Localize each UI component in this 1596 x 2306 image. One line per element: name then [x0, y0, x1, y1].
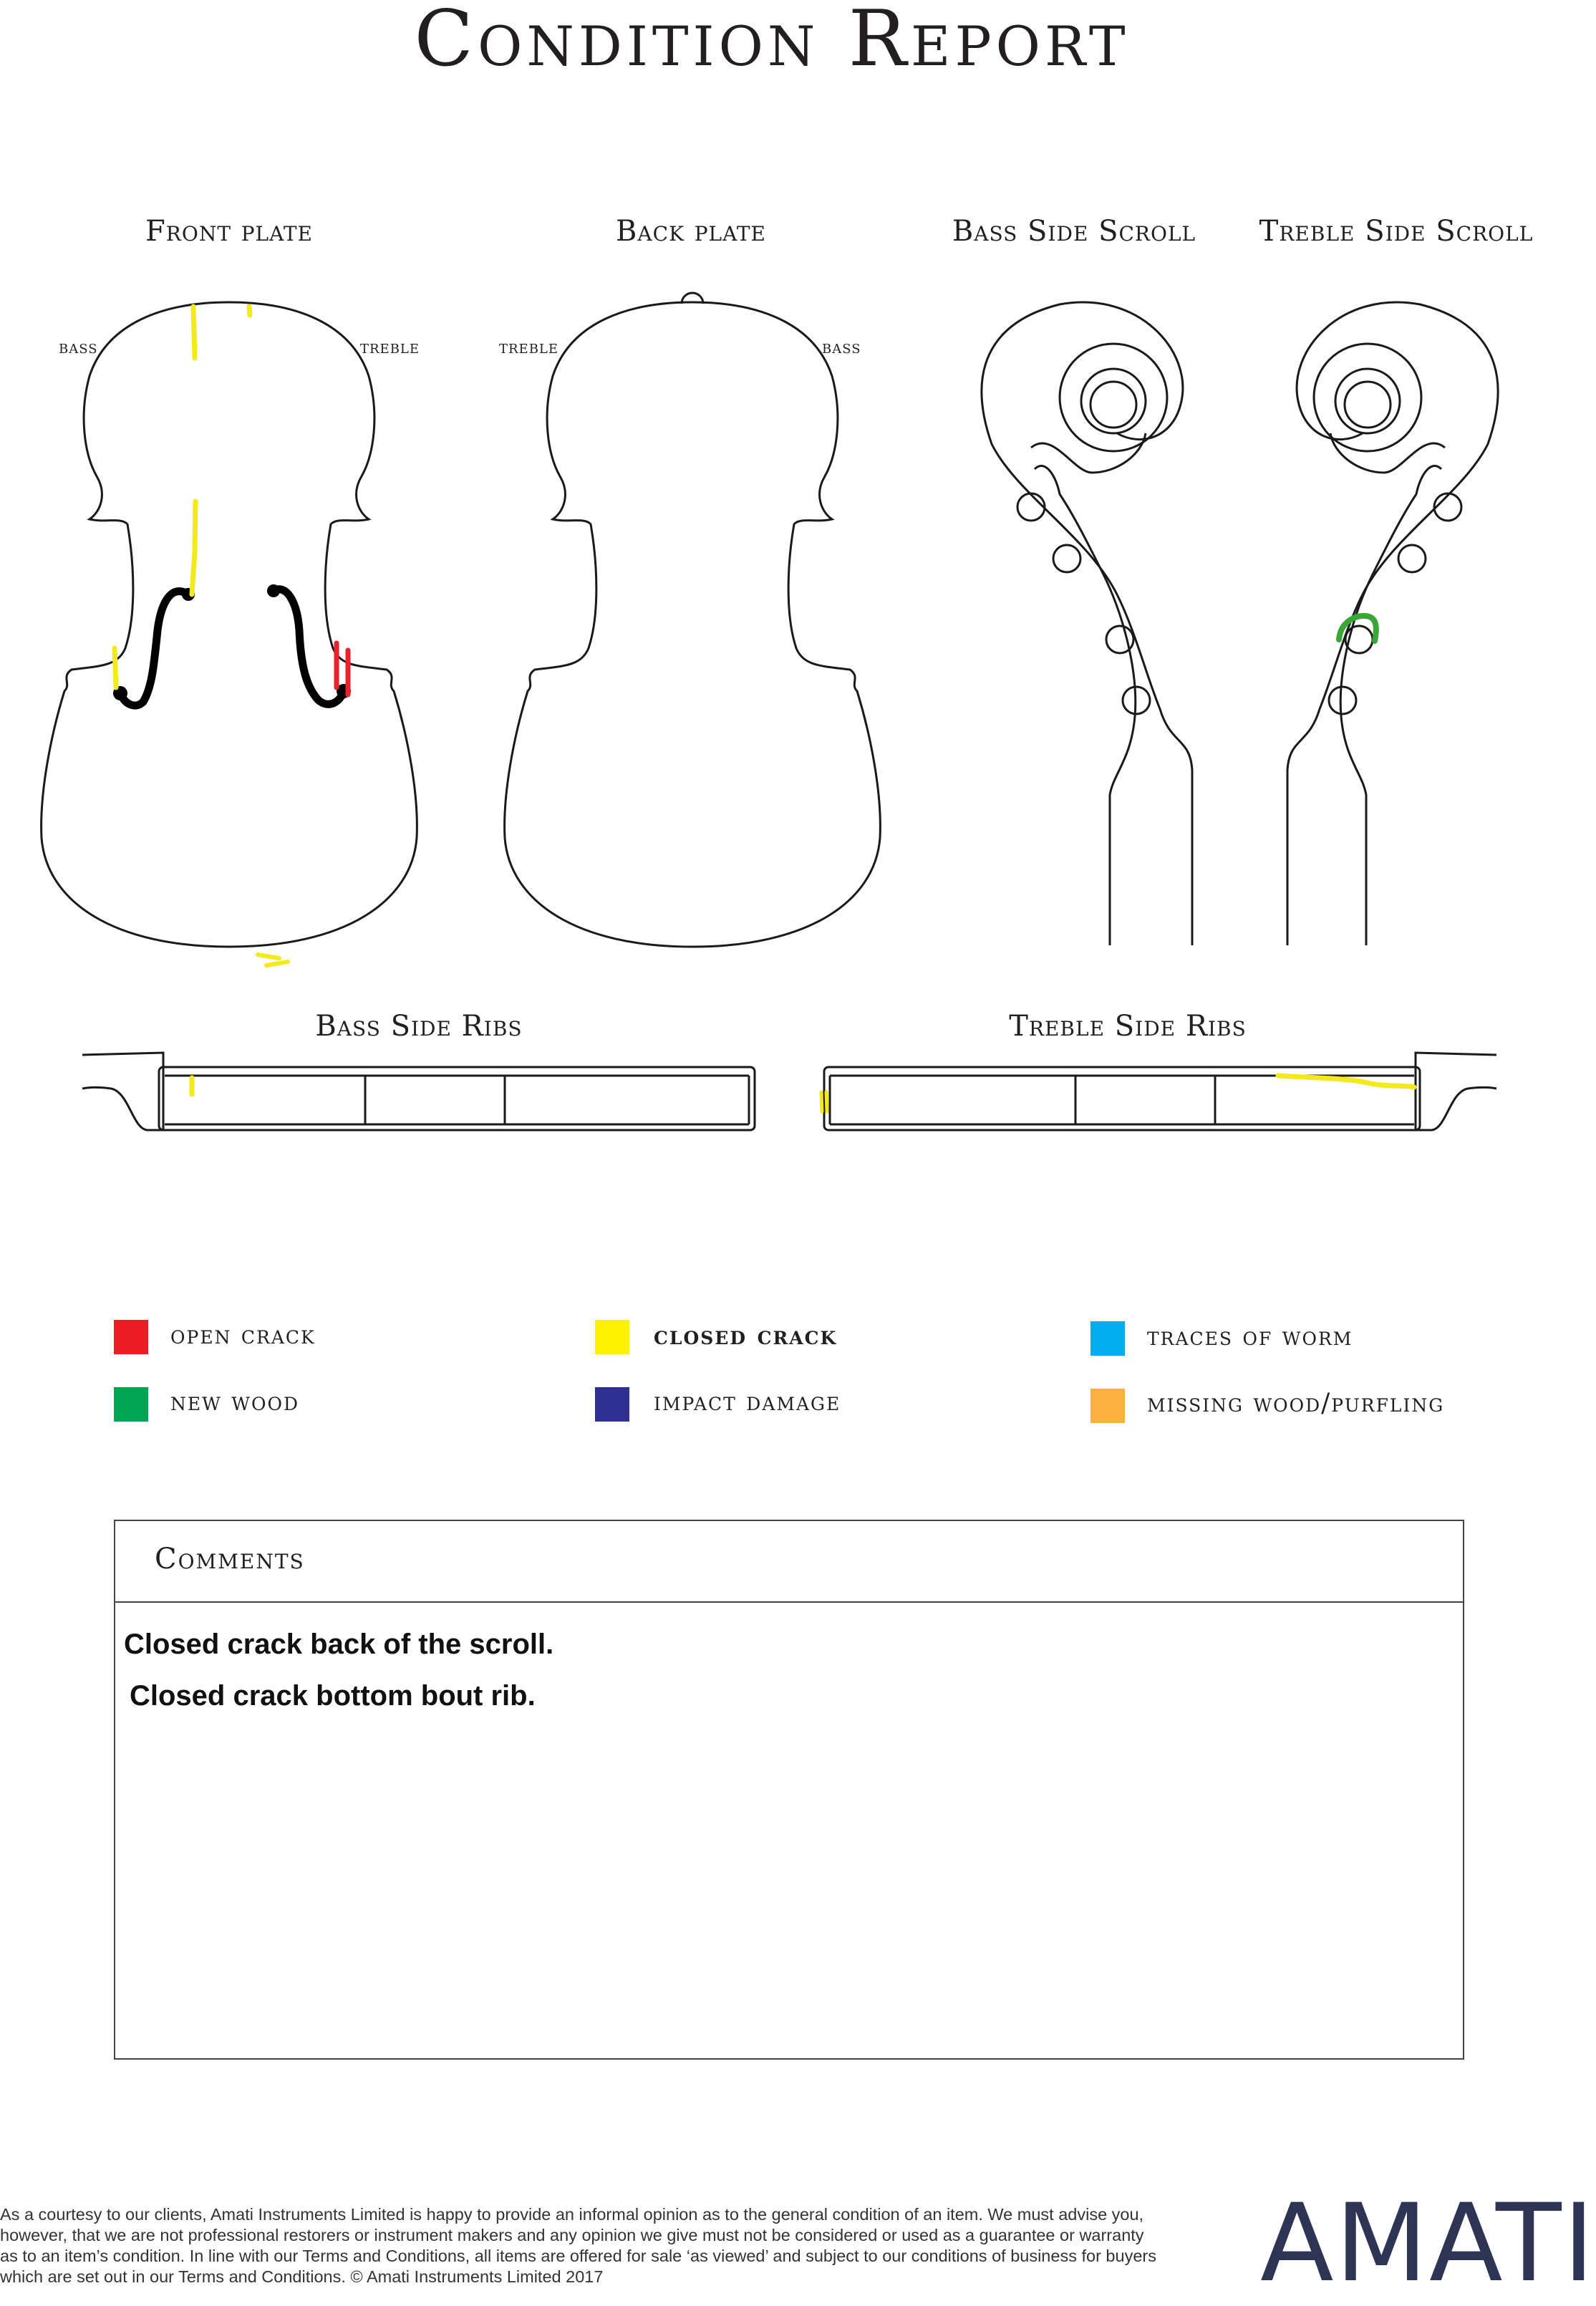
page-title: Condition Report: [414, 0, 1130, 84]
front-bass-label: bass: [59, 337, 98, 357]
closed-crack-mark: [249, 307, 250, 315]
legend-swatch-open-crack: [114, 1320, 148, 1354]
back-bass-label: bass: [822, 337, 861, 357]
damage-marks: [115, 307, 1414, 1111]
left-f-hole: [120, 592, 188, 706]
back-plate-outline: [505, 302, 881, 947]
closed-crack-mark: [193, 307, 195, 358]
legend-label-traces-of-worm: traces of worm: [1147, 1322, 1353, 1351]
bass-scroll-drawing: [982, 302, 1192, 945]
legend-swatch-impact-damage: [595, 1387, 629, 1422]
closed-crack-mark: [1278, 1076, 1414, 1087]
legend-label-closed-crack: closed crack: [654, 1321, 838, 1351]
legend-label-new-wood: new wood: [170, 1387, 299, 1417]
closed-crack-mark: [192, 501, 195, 594]
treble-side-ribs-label: Treble Side Ribs: [1009, 1010, 1247, 1043]
legend-label-missing-wood: missing wood/purfling: [1147, 1389, 1445, 1418]
closed-crack-mark: [115, 648, 116, 688]
amati-logo: AMATI: [1260, 2181, 1596, 2306]
legend-label-impact-damage: impact damage: [654, 1387, 841, 1417]
closed-crack-mark: [258, 955, 288, 965]
treble-ribs-drawing: [824, 1053, 1496, 1130]
bass-ribs-drawing: [82, 1053, 755, 1130]
legend-swatch-missing-wood: [1090, 1389, 1125, 1423]
comment-line: Closed crack back of the scroll.: [124, 1629, 554, 1660]
back-treble-label: treble: [499, 337, 559, 357]
front-treble-label: treble: [360, 337, 420, 357]
f-holes: [120, 589, 344, 705]
comments-heading: Comments: [155, 1543, 305, 1576]
bass-side-scroll-label: Bass Side Scroll: [952, 215, 1196, 248]
comments-box: [114, 1520, 1464, 2060]
legend-swatch-closed-crack: [595, 1320, 629, 1354]
treble-scroll-drawing: [1287, 302, 1498, 945]
legend-swatch-new-wood: [114, 1387, 148, 1422]
comments-header: [115, 1521, 1463, 1603]
bass-side-ribs-label: Bass Side Ribs: [315, 1010, 523, 1043]
front-plate-label: Front plate: [145, 215, 313, 248]
back-plate-label: Back plate: [616, 215, 766, 248]
legend-label-open-crack: open crack: [170, 1321, 316, 1350]
comment-line: Closed crack bottom bout rib.: [130, 1680, 536, 1712]
treble-side-scroll-label: Treble Side Scroll: [1259, 215, 1534, 248]
disclaimer-text: As a courtesy to our clients, Amati Instruments Limited is happy to provide an informal opinion as to the general condition of an item. We must advise you, however, that we are not professional restorers or instrument makers and any opinion we give must not be considered or used as a guarantee or warranty as to an item’s condition. In line with our Terms and Conditions, all items are offered for sale ‘as viewed’ and subject to our conditions of business for buyers which are set out in our Terms and Conditions. © Amati Instruments Limited 2017: [0, 2205, 1156, 2286]
legend-swatch-traces-of-worm: [1090, 1321, 1125, 1356]
front-plate-outline: [42, 302, 417, 947]
